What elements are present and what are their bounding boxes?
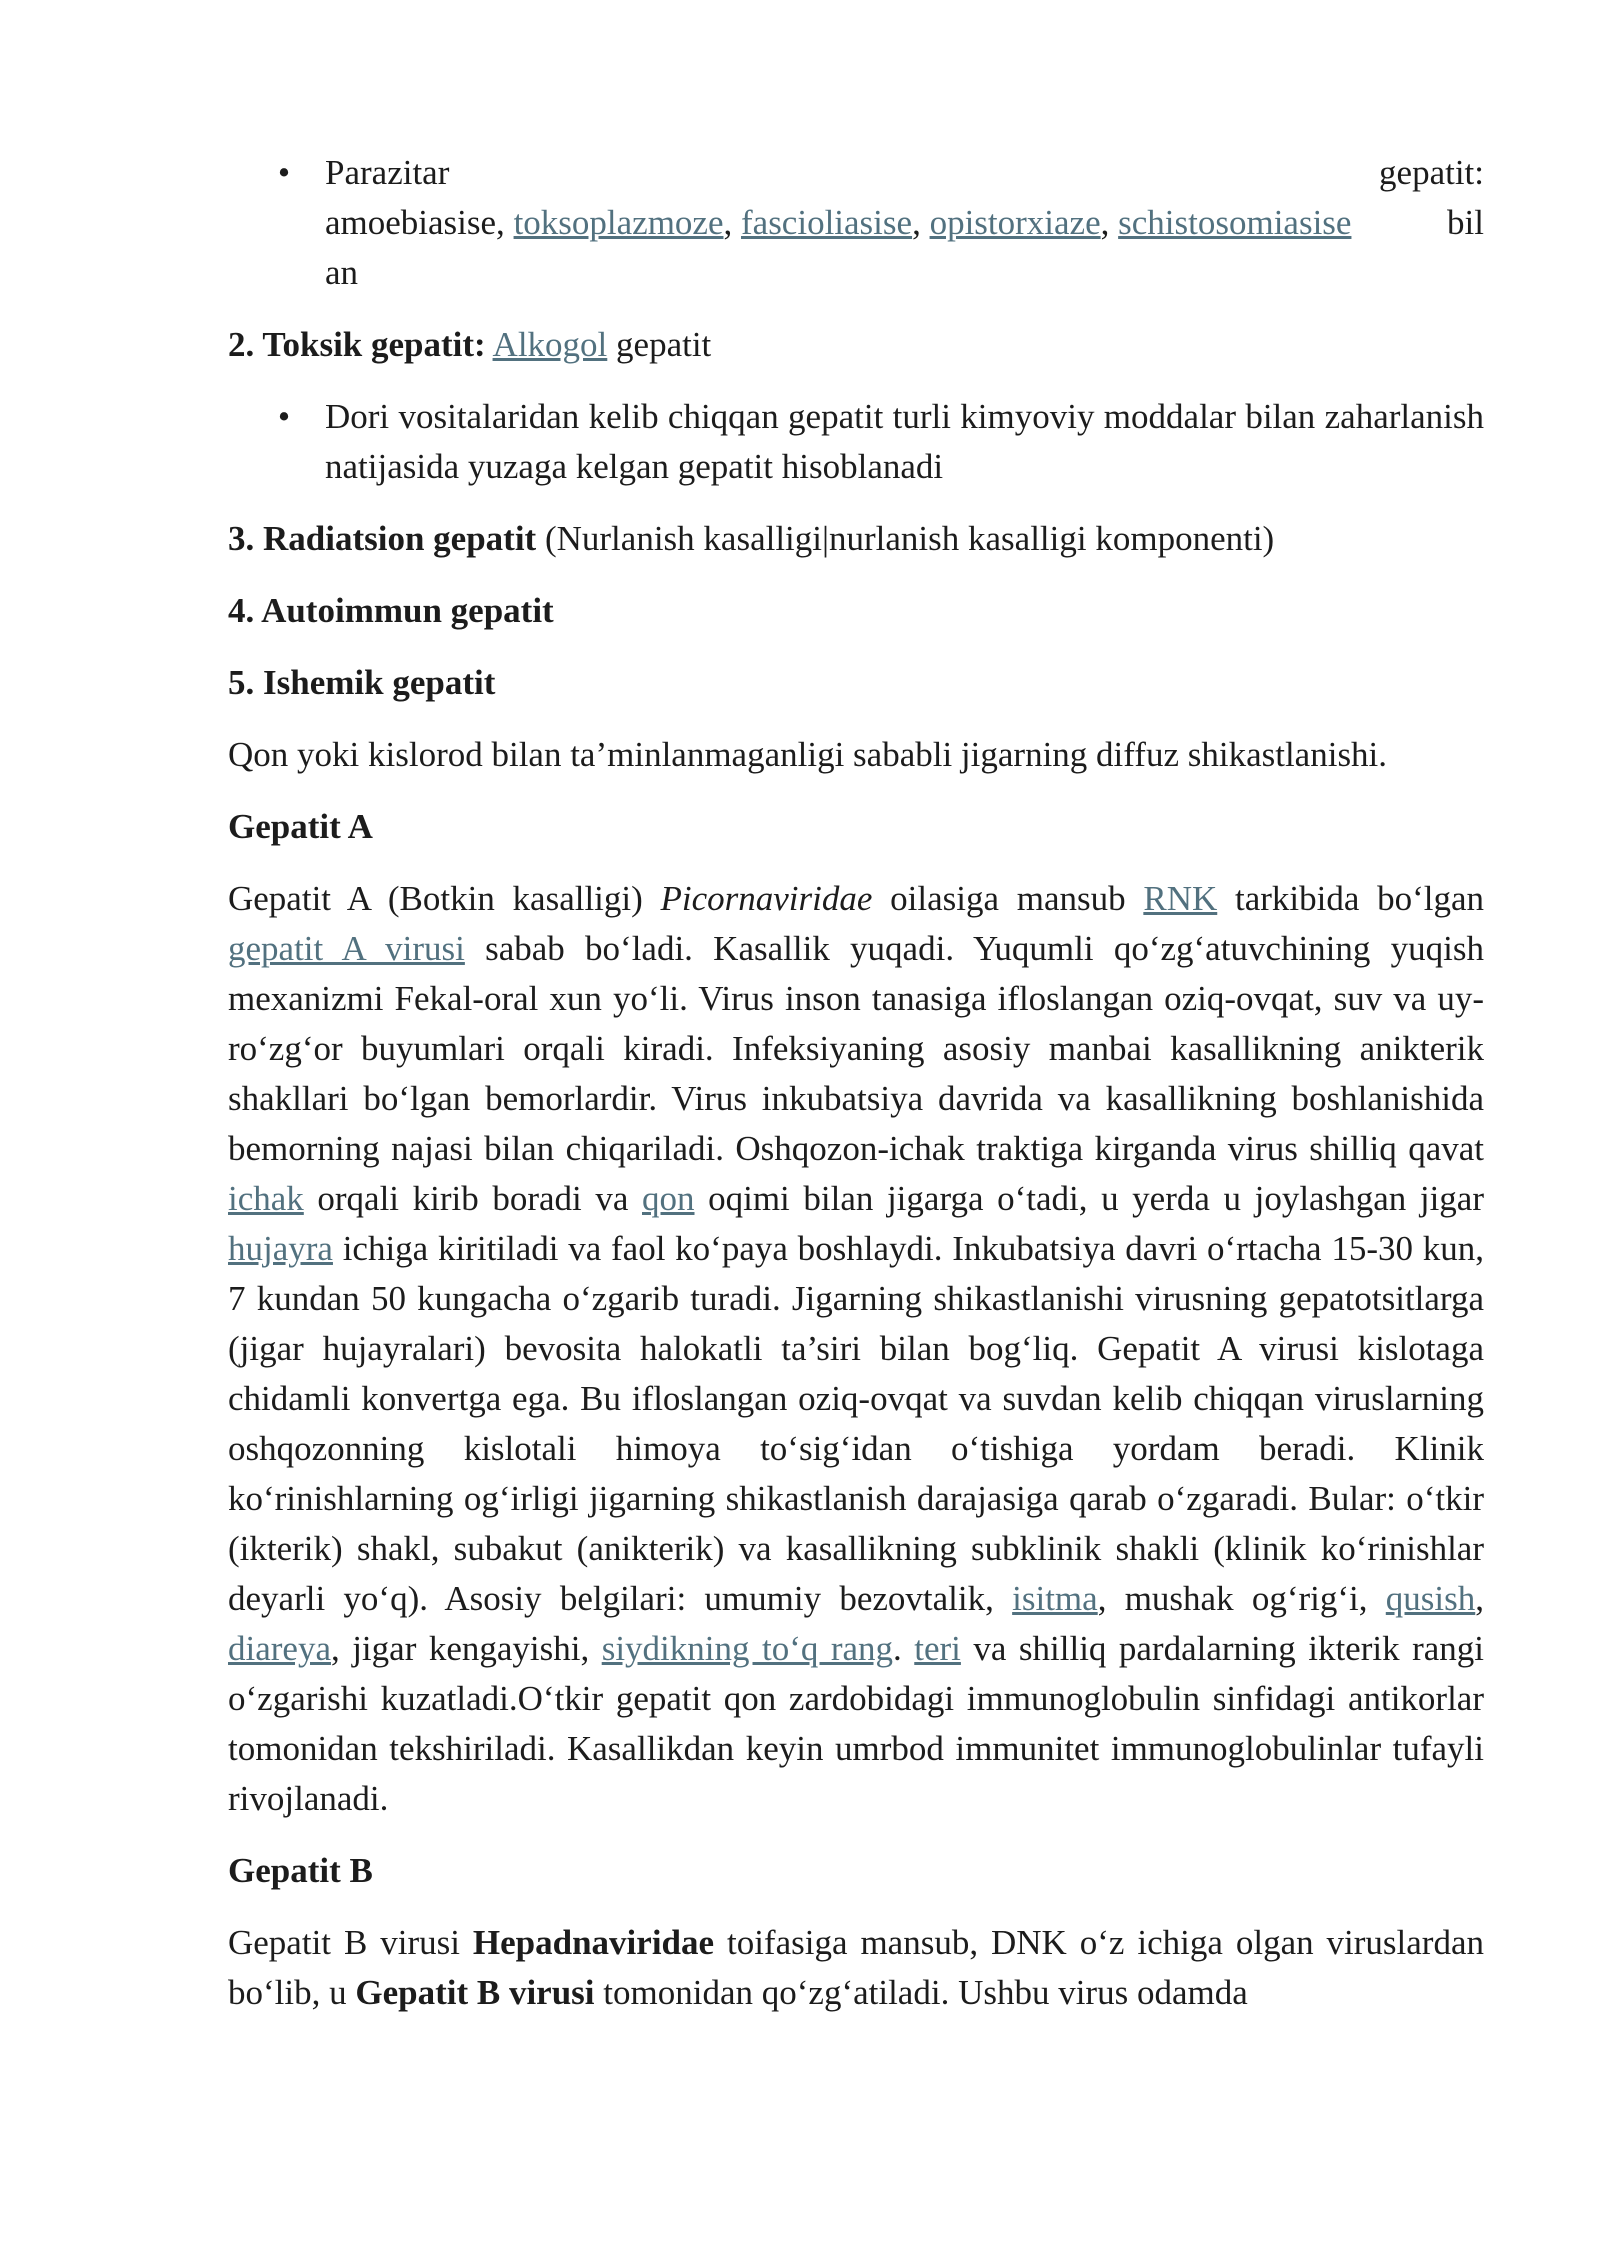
gepatit-a-text: ichiga kiritiladi va faol ko‘paya boshlaydi. Inkubatsiya davri o‘rtacha 15-30 kun, 7 kundan 50 kungacha o‘zgarib turadi. Jigarning shikastlanishi virusning gepatotsitlarga (jigar hujayralari) bevosita halokatli ta’siri bilan bog‘liq. Gepatit A virusi kislotaga chidamli konvertga ega. Bu ifloslangan oziq-ovqat va suvdan kelib chiqqan viruslarning oshqozonning kislotali himoya to‘sig‘idan o‘tishiga yordam beradi. Klinik ko‘rinishlarning og‘irligi jigarning shikastlanish darajasiga qarab o‘zgaradi. Bular: o‘tkir (ikterik) shakl, subakut (anikterik) va kasallikning subklinik shakli (klinik ko‘rinishlar deyarli yo‘q). Asosiy belgilari: umumiy bezovtalik,: [228, 1229, 1484, 1618]
link-siydikning-toq-rang[interactable]: siydikning to‘q rang: [601, 1629, 894, 1668]
link-fascioliasise[interactable]: fascioliasise: [741, 203, 913, 242]
bullet-dori: [228, 392, 1484, 492]
bullet-parazitar-line1: [325, 148, 1484, 198]
section-5-heading: 5. Ishemik gepatit: [228, 663, 496, 702]
bullet-parazitar-line2: [325, 198, 1484, 248]
link-ichak[interactable]: ichak: [228, 1179, 304, 1218]
gepatit-b-bold: Gepatit B virusi: [355, 1973, 595, 2012]
link-qon[interactable]: qon: [642, 1179, 695, 1218]
gepatit-a-text: sabab bo‘ladi. Kasallik yuqadi. Yuqumli qo‘zg‘atuvchining yuqish mexanizmi Fekal-oral xun yo‘li. Virus inson tanasiga ifloslangan oziq-ovqat, suv va uy-ro‘zg‘or buyumlari orqali kiradi. Infeksiyaning asosiy manbai kasallikning anikterik shakllari bo‘lgan bemorlardir. Virus inkubatsiya davrida va kasallikning boshlanishida bemorning najasi bilan chiqariladi. Oshqozon-ichak traktiga kirganda virus shilliq qavat: [228, 929, 1484, 1168]
ishemik-description: Qon yoki kislorod bilan ta’minlanmaganligi sababli jigarning diffuz shikastlanishi.: [228, 735, 1388, 774]
bullet-dot-icon: •: [277, 397, 291, 436]
link-toksoplazmoze[interactable]: toksoplazmoze: [513, 203, 724, 242]
parazitar-pre: amoebiasise,: [325, 203, 505, 242]
gepatit-a-text: orqali kirib boradi va: [303, 1179, 642, 1218]
link-teri[interactable]: teri: [914, 1629, 961, 1668]
section-3-title: 3. Radiatsion gepatit: [228, 519, 537, 558]
link-qusish[interactable]: qusish: [1385, 1579, 1476, 1618]
gepatit-a-text: , jigar kengayishi,: [330, 1629, 602, 1668]
parazitar-line3: an: [325, 253, 359, 292]
gepatit-b-bold: Hepadnaviridae: [472, 1923, 715, 1962]
parazitar-tail: gepatit:: [1379, 153, 1484, 192]
link-opistorxiaze[interactable]: opistorxiaze: [929, 203, 1101, 242]
gepatit-a-text: ,: [1475, 1579, 1484, 1618]
bullet-parazitar: [228, 148, 1484, 298]
gepatit-b-text: toifasiga mansub, DNK o‘z ichiga olgan viruslardan bo‘lib, u: [228, 1923, 1484, 2012]
parazitar-post: bil: [1447, 203, 1484, 242]
link-isitma[interactable]: isitma: [1012, 1579, 1098, 1618]
section-4-heading: 4. Autoimmun gepatit: [228, 591, 554, 630]
link-diareya[interactable]: diareya: [228, 1629, 331, 1668]
dori-text: Dori vositalaridan kelib chiqqan gepatit turli kimyoviy moddalar bilan zaharlanish natijasida yuzaga kelgan gepatit hisoblanadi: [325, 397, 1484, 486]
document-body: [228, 148, 1484, 2018]
link-alkogol[interactable]: Alkogol: [492, 325, 608, 364]
gepatit-a-text: oqimi bilan jigarga o‘tadi, u yerda u joylashgan jigar: [694, 1179, 1484, 1218]
section-2-heading: [228, 320, 1484, 370]
link-schistosomiasise[interactable]: schistosomiasise: [1118, 203, 1352, 242]
gepatit-a-text: , mushak og‘rig‘i,: [1097, 1579, 1386, 1618]
section-3-rest: (Nurlanish kasalligi|nurlanish kasalligi komponenti): [544, 519, 1275, 558]
link-hujayra[interactable]: hujayra: [228, 1229, 333, 1268]
link-rnk[interactable]: RNK: [1143, 879, 1218, 918]
bullet-dot-icon: •: [277, 153, 291, 192]
gepatit-a-text: va shilliq pardalarning ikterik rangi o‘zgarishi kuzatladi.O‘tkir gepatit qon zardobidagi immunoglobulin sinfidagi antikorlar tomonidan tekshiriladi. Kasallikdan keyin umrbod immunitet immunoglobulinlar tufayli rivojlanadi.: [228, 1629, 1484, 1818]
gepatit-a-paragraph: [228, 874, 1484, 1824]
gepatit-a-text: oilasiga mansub: [872, 879, 1144, 918]
gepatit-b-text: tomonidan qo‘zg‘atiladi. Ushbu virus odamda: [594, 1973, 1248, 2012]
parazitar-label: Parazitar: [325, 153, 450, 192]
gepatit-a-text: tarkibida bo‘lgan: [1217, 879, 1485, 918]
section-2-post: gepatit: [616, 325, 712, 364]
gepatit-a-text: .: [893, 1629, 915, 1668]
link-gepatit-a-virusi[interactable]: gepatit A virusi: [228, 929, 465, 968]
section-3-heading: [228, 514, 1484, 564]
gepatit-a-text: Gepatit A (Botkin kasalligi): [228, 879, 661, 918]
section-2-title: 2. Toksik gepatit:: [228, 325, 486, 364]
gepatit-a-italic: Picornaviridae: [660, 879, 873, 918]
parazitar-line2-left: amoebiasise, toksoplazmoze, fascioliasise, opistorxiaze, schistosomiasise: [325, 203, 1352, 242]
gepatit-b-paragraph: [228, 1918, 1484, 2018]
gepatit-a-heading: Gepatit A: [228, 807, 373, 846]
gepatit-b-heading: Gepatit B: [228, 1851, 373, 1890]
gepatit-b-text: Gepatit B virusi: [228, 1923, 473, 1962]
